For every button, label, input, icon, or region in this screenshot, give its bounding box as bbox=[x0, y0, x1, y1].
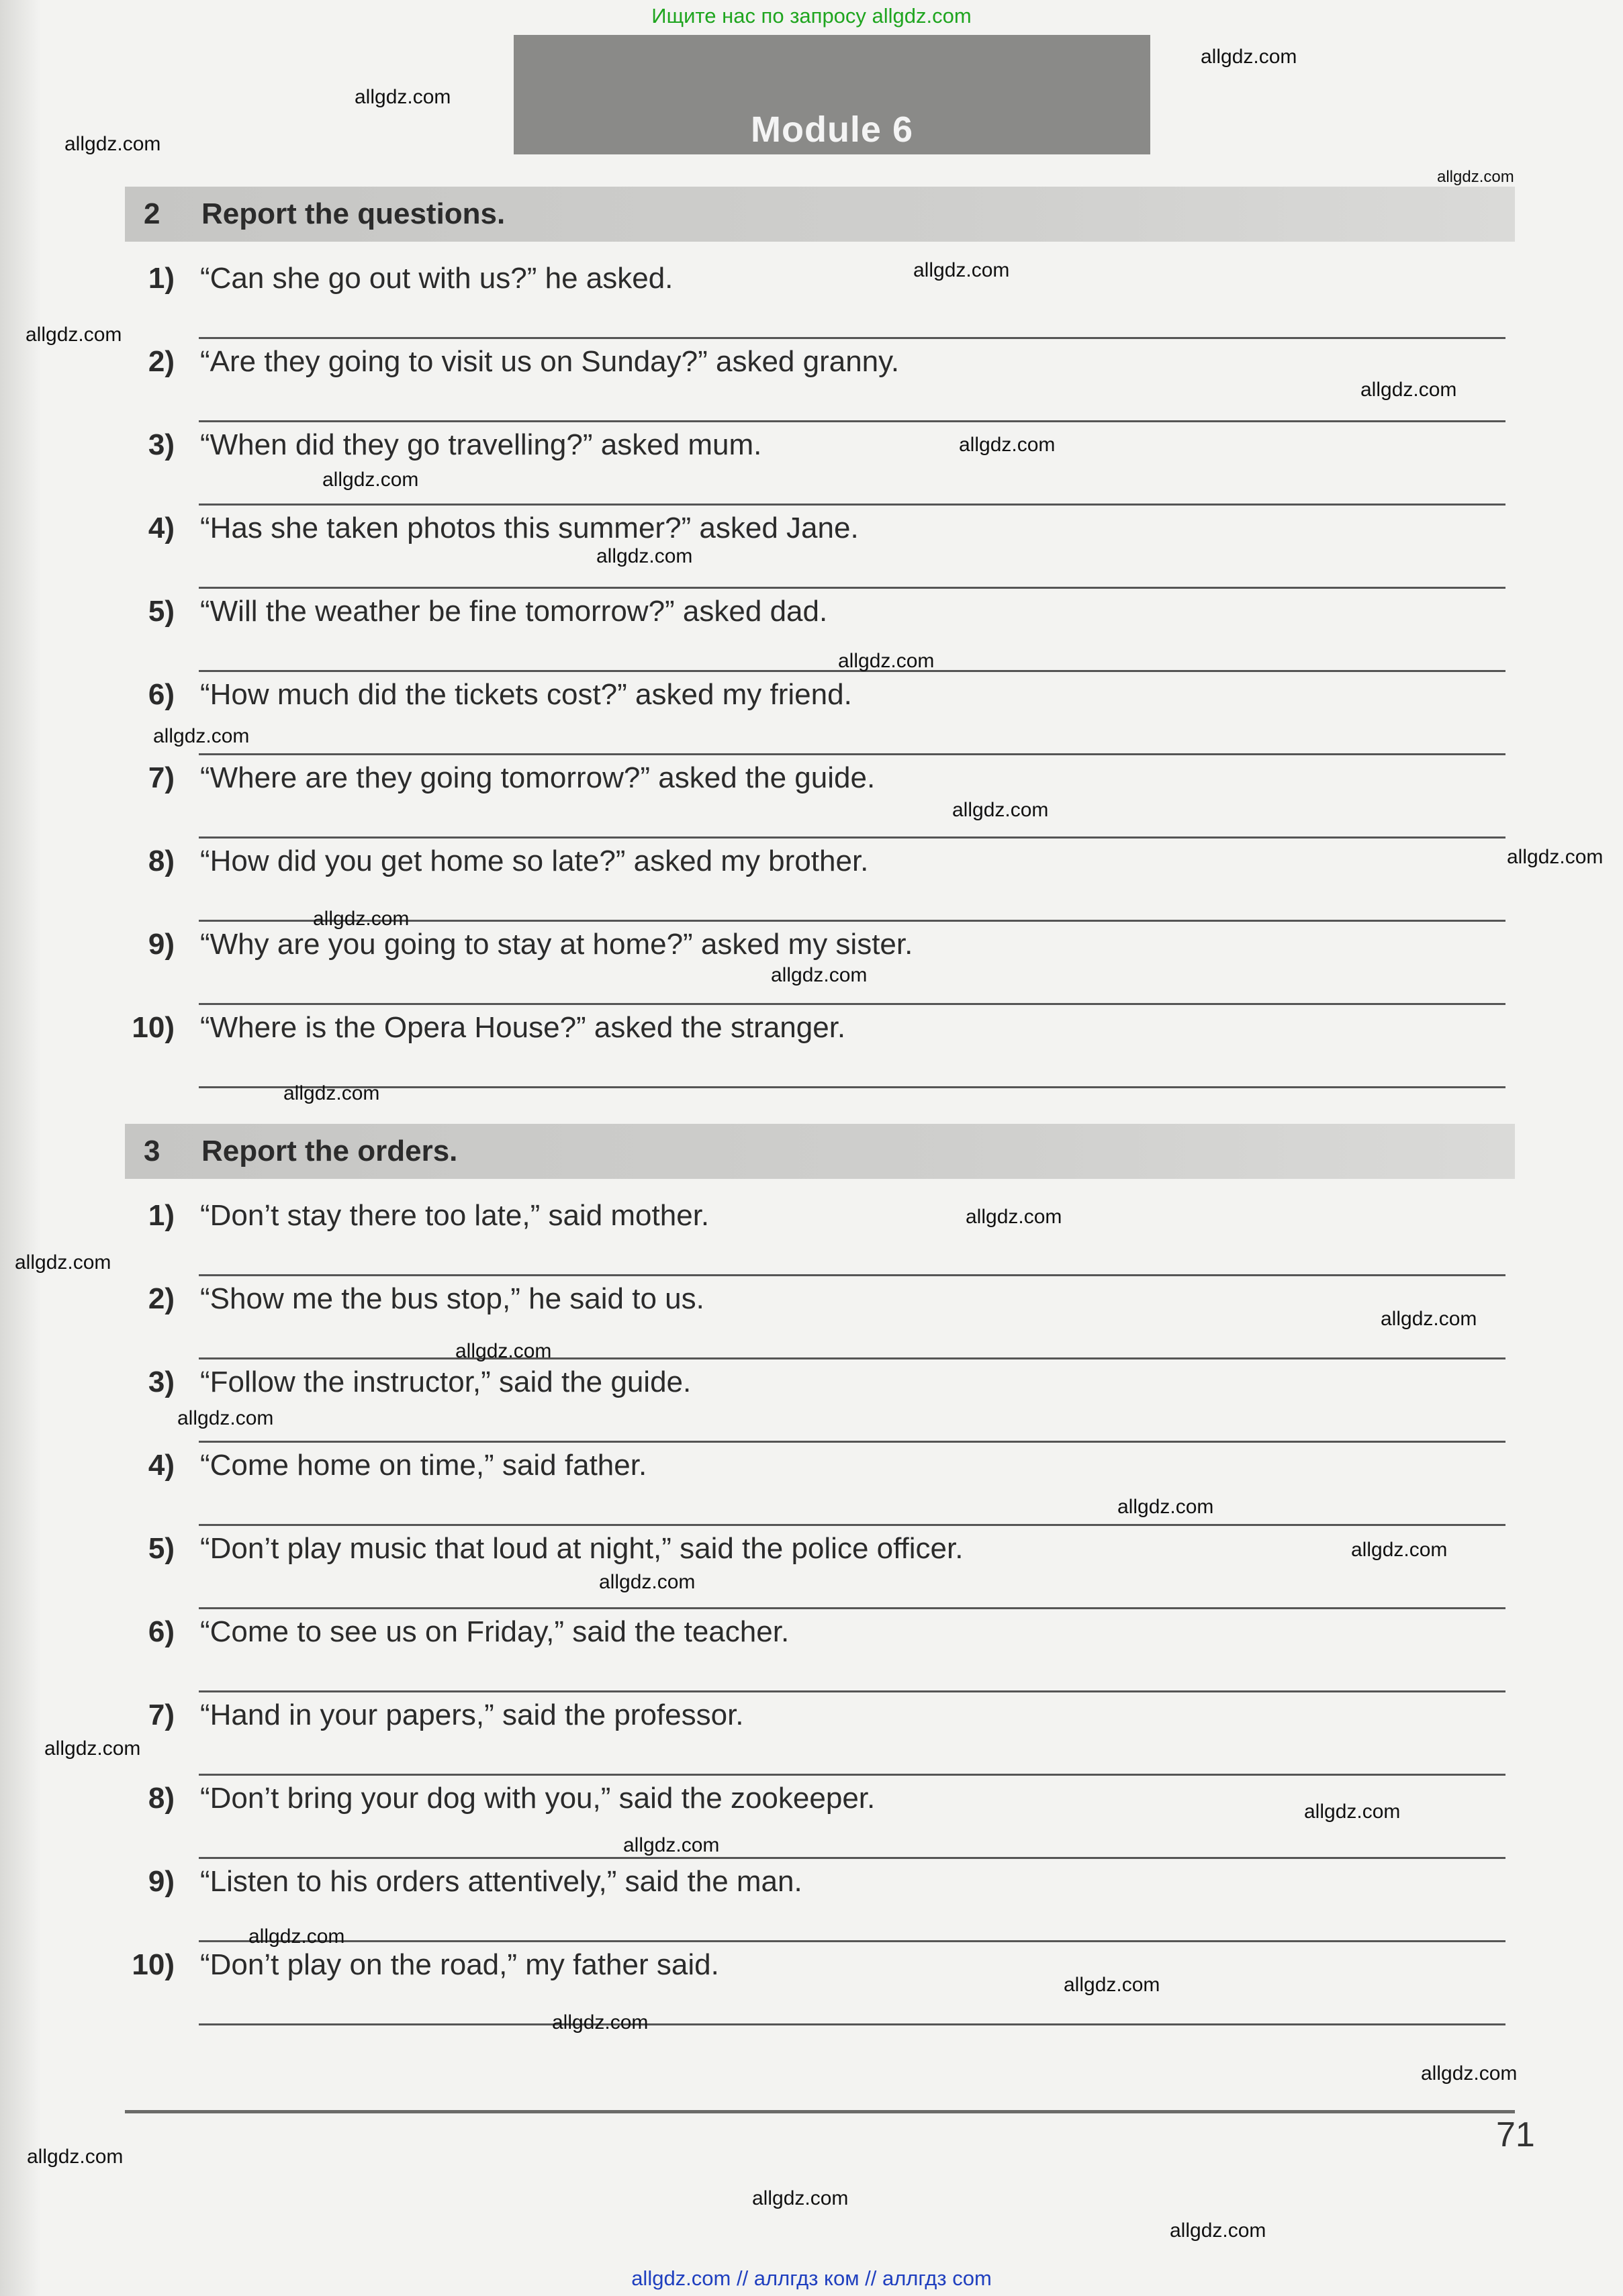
question-text: “When did they go travelling?” asked mum. bbox=[200, 428, 762, 461]
answer-line[interactable] bbox=[199, 1003, 1505, 1005]
question-number: 8) bbox=[148, 845, 175, 877]
order-text: “Don’t stay there too late,” said mother. bbox=[200, 1199, 710, 1232]
watermark: allgdz.com bbox=[1201, 46, 1297, 68]
question-number: 2) bbox=[148, 345, 175, 378]
answer-line[interactable] bbox=[199, 504, 1505, 506]
question-text: “Can she go out with us?” he asked. bbox=[200, 262, 674, 295]
answer-line[interactable] bbox=[199, 1274, 1505, 1276]
question-text: “Will the weather be fine tomorrow?” asked dad. bbox=[200, 595, 828, 628]
question-text: “Why are you going to stay at home?” asked my sister. bbox=[200, 928, 913, 961]
answer-line[interactable] bbox=[199, 1441, 1505, 1443]
watermark: allgdz.com bbox=[313, 908, 410, 930]
watermark: allgdz.com bbox=[177, 1407, 274, 1429]
question-text: “Where is the Opera House?” asked the stranger. bbox=[200, 1011, 846, 1044]
watermark: allgdz.com bbox=[1064, 1974, 1160, 1996]
watermark: allgdz.com bbox=[959, 434, 1056, 456]
order-text: “Don’t play on the road,” my father said. bbox=[200, 1948, 719, 1981]
answer-line[interactable] bbox=[199, 2023, 1505, 2025]
order-number: 2) bbox=[148, 1282, 175, 1315]
exercise-3-title: Report the orders. bbox=[201, 1135, 458, 1167]
watermark: allgdz.com bbox=[26, 324, 122, 346]
answer-line[interactable] bbox=[199, 1690, 1505, 1692]
page-number: 71 bbox=[1496, 2115, 1535, 2154]
bottom-banner[interactable]: allgdz.com // аллгдз ком // аллгдз com bbox=[631, 2266, 992, 2290]
watermark: allgdz.com bbox=[64, 133, 161, 155]
answer-line[interactable] bbox=[199, 753, 1505, 755]
watermark: allgdz.com bbox=[599, 1571, 696, 1593]
order-text: “Don’t bring your dog with you,” said the zookeeper. bbox=[200, 1782, 876, 1815]
question-number: 6) bbox=[148, 678, 175, 711]
answer-line[interactable] bbox=[199, 1357, 1505, 1359]
question-number: 7) bbox=[148, 761, 175, 794]
watermark: allgdz.com bbox=[1117, 1496, 1214, 1518]
answer-line[interactable] bbox=[199, 587, 1505, 589]
order-number: 3) bbox=[148, 1366, 175, 1398]
watermark: allgdz.com bbox=[248, 1925, 345, 1948]
order-number: 1) bbox=[148, 1199, 175, 1232]
order-number: 4) bbox=[148, 1449, 175, 1482]
watermark: allgdz.com bbox=[1304, 1801, 1401, 1823]
watermark: allgdz.com bbox=[1351, 1539, 1448, 1561]
order-text: “Follow the instructor,” said the guide. bbox=[200, 1366, 692, 1398]
answer-line[interactable] bbox=[199, 1524, 1505, 1526]
answer-line[interactable] bbox=[199, 1774, 1505, 1776]
question-number: 3) bbox=[148, 428, 175, 461]
order-text: “Don’t play music that loud at night,” said the police officer. bbox=[200, 1532, 964, 1565]
question-number: 5) bbox=[148, 595, 175, 628]
module-header bbox=[514, 35, 1150, 154]
order-number: 9) bbox=[148, 1865, 175, 1898]
exercise-2-title: Report the questions. bbox=[201, 197, 506, 230]
question-number: 10) bbox=[132, 1011, 175, 1044]
watermark: allgdz.com bbox=[1381, 1308, 1477, 1330]
order-number: 5) bbox=[148, 1532, 175, 1565]
exercise-2-number: 2 bbox=[144, 197, 160, 230]
watermark: allgdz.com bbox=[596, 545, 693, 567]
watermark: allgdz.com bbox=[966, 1206, 1062, 1228]
answer-line[interactable] bbox=[199, 337, 1505, 339]
watermark: allgdz.com bbox=[322, 469, 419, 491]
question-text: “Are they going to visit us on Sunday?” asked granny. bbox=[200, 345, 900, 378]
top-banner[interactable]: Ищите нас по запросу allgdz.com bbox=[651, 4, 972, 28]
question-text: “Has she taken photos this summer?” asked Jane. bbox=[200, 512, 859, 544]
order-text: “Show me the bus stop,” he said to us. bbox=[200, 1282, 704, 1315]
order-number: 7) bbox=[148, 1699, 175, 1731]
question-number: 4) bbox=[148, 512, 175, 544]
order-number: 6) bbox=[148, 1615, 175, 1648]
watermark: allgdz.com bbox=[752, 2187, 849, 2209]
answer-line[interactable] bbox=[199, 420, 1505, 422]
order-text: “Come home on time,” said father. bbox=[200, 1449, 647, 1482]
watermark: allgdz.com bbox=[623, 1834, 720, 1856]
answer-line[interactable] bbox=[199, 1857, 1505, 1859]
answer-line[interactable] bbox=[199, 1086, 1505, 1088]
question-text: “How much did the tickets cost?” asked my friend. bbox=[200, 678, 852, 711]
order-number: 8) bbox=[148, 1782, 175, 1815]
answer-line[interactable] bbox=[199, 836, 1505, 839]
question-text: “Where are they going tomorrow?” asked the guide. bbox=[200, 761, 876, 794]
question-number: 9) bbox=[148, 928, 175, 961]
watermark: allgdz.com bbox=[838, 650, 935, 672]
watermark: allgdz.com bbox=[771, 964, 868, 986]
order-text: “Listen to his orders attentively,” said the man. bbox=[200, 1865, 802, 1898]
order-number: 10) bbox=[132, 1948, 175, 1981]
module-title: Module 6 bbox=[750, 109, 913, 150]
watermark: allgdz.com bbox=[27, 2146, 124, 2168]
watermark: allgdz.com bbox=[1170, 2219, 1266, 2242]
watermark: allgdz.com bbox=[1360, 379, 1457, 401]
watermark: allgdz.com bbox=[1507, 846, 1604, 868]
exercise-3-number: 3 bbox=[144, 1135, 160, 1167]
watermark: allgdz.com bbox=[44, 1737, 141, 1760]
answer-line[interactable] bbox=[199, 1940, 1505, 1942]
question-number: 1) bbox=[148, 262, 175, 295]
question-text: “How did you get home so late?” asked my brother. bbox=[200, 845, 869, 877]
watermark: allgdz.com bbox=[283, 1082, 380, 1104]
answer-line[interactable] bbox=[199, 1607, 1505, 1609]
watermark: allgdz.com bbox=[455, 1340, 552, 1362]
watermark: allgdz.com bbox=[552, 2011, 649, 2034]
watermark: allgdz.com bbox=[15, 1251, 111, 1274]
watermark: allgdz.com bbox=[952, 799, 1049, 821]
watermark: allgdz.com bbox=[1421, 2062, 1518, 2085]
watermark: allgdz.com bbox=[1437, 168, 1514, 186]
footer-rule bbox=[125, 2110, 1515, 2113]
watermark: allgdz.com bbox=[153, 725, 250, 747]
order-text: “Come to see us on Friday,” said the teacher. bbox=[200, 1615, 790, 1648]
order-text: “Hand in your papers,” said the professor. bbox=[200, 1699, 744, 1731]
watermark: allgdz.com bbox=[913, 259, 1010, 281]
watermark: allgdz.com bbox=[355, 86, 451, 108]
